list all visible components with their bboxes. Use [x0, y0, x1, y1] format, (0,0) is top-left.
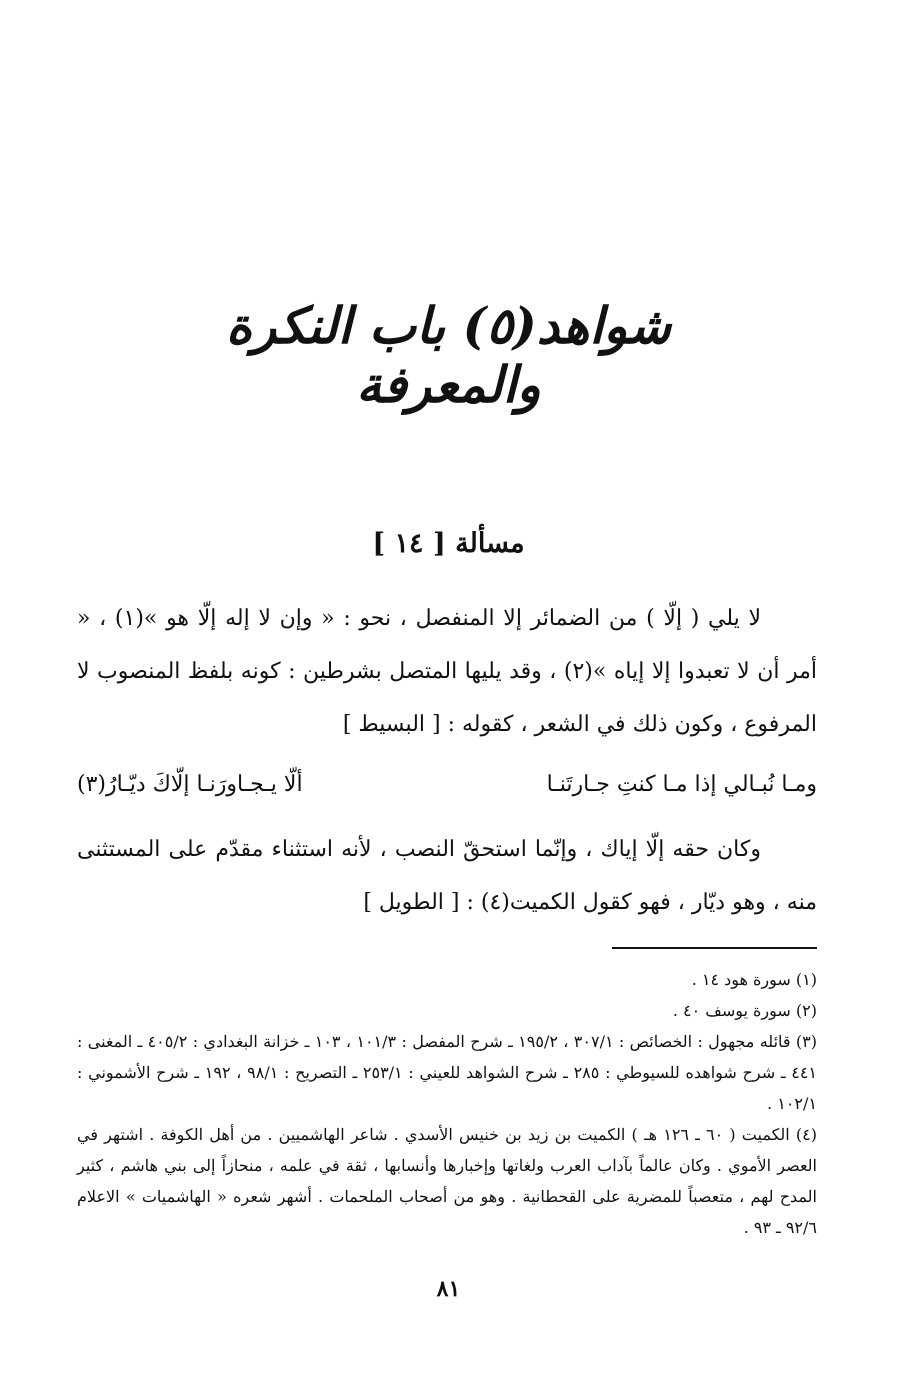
- footnote-2: (٢) سورة يوسف ٤٠ .: [672, 1001, 817, 1020]
- paragraph-1: لا يلي ( إلّا ) من الضمائر إلا المنفصل ، نحو : « وإن لا إله إلّا هو »(١) ، « أمر أن لا تعبدوا إلا إياه »(٢) ، وقد يليها المتصل بشرطين : كونه بلفظ المنصوب لا المرفوع ، وكون ذلك في الشعر ، كقوله : [ البسيط ]: [77, 606, 817, 737]
- footnotes: [77, 964, 817, 1243]
- paragraph-2: وكان حقه إلّا إياك ، وإنّما استحقّ النصب ، لأنه استثناء مقدّم على المستثنى منه ، وهو ديّار ، فهو كقول الكميت(٤) : [ الطويل ]: [77, 837, 817, 915]
- footnote-3: (٣) قائله مجهول : الخصائص : ٣٠٧/١ ، ١٩٥/٢ ـ شرح المفصل : ١٠١/٣ ، ١٠٣ ـ خزانة البغدادي : ٤٠٥/٢ ـ المغنى : ٤٤١ ـ شرح شواهده للسيوطي : ٢٨٥ ـ شرح الشواهد للعيني : ٢٥٣/١ ـ التصريح : ٩٨/١ ، ١٩٢ ـ شرح الأشموني : ١٠٢/١ .: [77, 1032, 817, 1113]
- footnote-1: (١) سورة هود ١٤ .: [691, 970, 817, 989]
- main-text: [77, 592, 817, 929]
- poetry-verse: [77, 755, 817, 815]
- section-title: مسألة [ ١٤ ]: [372, 528, 525, 559]
- verse-second-hemistich: ألّا يـجـاورَنـا إلّاكَ ديّـارُ(٣): [77, 772, 303, 797]
- page-number: ٨١: [436, 1276, 461, 1302]
- footnote-4: (٤) الكميت ( ٦٠ ـ ١٢٦ هـ ) الكميت بن زيد بن خنيس الأسدي . شاعر الهاشميين . من أهل الكوفة . اشتهر في العصر الأموي . وكان عالماً بآداب العرب ولغاتها وإخبارها وأنسابها ، ثقة في علمه ، منحازاً إلى بني هاشم ، كثير المدح لهم ، متعصباً للمضرية على القحطانية . وهو من أصحاب الملحمات . أشهر شعره « الهاشميات » الاعلام ٩٢/٦ ـ ٩٣ .: [77, 1125, 818, 1237]
- chapter-title: شواهد(٥) باب النكرة والمعرفة: [225, 296, 672, 414]
- footnote-divider: [612, 947, 817, 949]
- verse-first-hemistich: ومـا نُبـالي إذا مـا كنتِ جـارتَنـا: [546, 772, 817, 797]
